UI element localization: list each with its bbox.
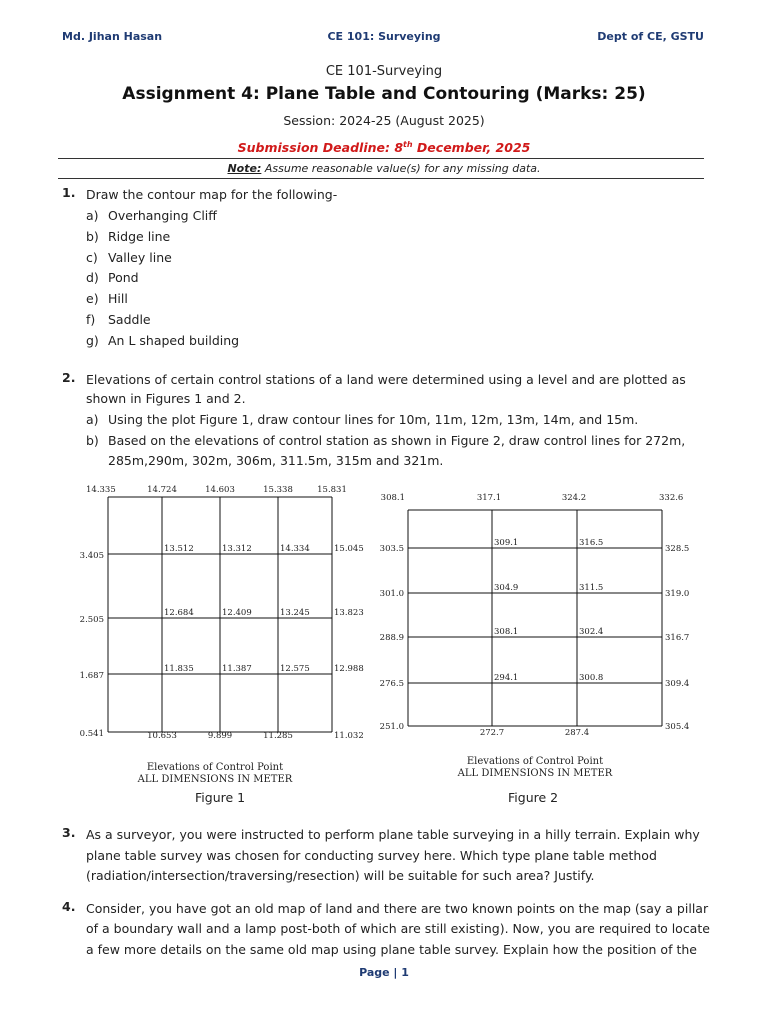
question-1-item-label: d)	[86, 270, 99, 286]
figure-1-elevation-label: 12.409	[222, 608, 252, 618]
question-1-item-text: Valley line	[108, 249, 172, 265]
question-4-line-2: of a boundary wall and a lamp post-both of which are still existing). Now, you are required to locate	[86, 921, 710, 936]
figure-2-elevation-label: 272.7	[479, 728, 505, 738]
figure-1-elevation-label: 10.653	[147, 731, 177, 741]
question-4-number: 4.	[62, 899, 76, 914]
figure-1-elevation-label: 14.724	[147, 485, 177, 495]
figure-2-elevation-label: 319.0	[665, 589, 690, 599]
question-2-number: 2.	[62, 370, 76, 385]
divider-top	[58, 158, 704, 159]
figure-1-elevation-label: 15.831	[317, 485, 347, 495]
figure-1-elevation-label: 0.541	[79, 729, 104, 739]
figure-1-elevation-label: 15.338	[263, 485, 293, 495]
figure-2-elevation-label: 288.9	[379, 633, 404, 643]
question-1-item-text: Pond	[108, 270, 139, 286]
question-1-item-label: c)	[86, 249, 98, 265]
figure-2-elevation-label: 251.0	[379, 722, 404, 732]
figure-1-elevation-label: 14.603	[205, 485, 235, 495]
figure-2-elevation-label: 324.2	[561, 493, 587, 503]
question-1-item-text: Hill	[108, 291, 128, 307]
figure-2-elevation-label: 332.6	[659, 493, 684, 503]
figure-2-elevation-label: 294.1	[494, 673, 519, 683]
figure-2-elevation-label: 287.4	[564, 728, 590, 738]
figure-1-elevation-label: 13.245	[280, 608, 310, 618]
question-1-item-text: Overhanging Cliff	[108, 208, 217, 223]
question-1-number: 1.	[62, 185, 76, 200]
figure-1-elevation-label: 13.312	[222, 544, 252, 554]
question-1-item-text: Saddle	[108, 312, 151, 327]
question-2b-line-2: 285m,290m, 302m, 306m, 311.5m, 315m and 321m.	[108, 453, 444, 468]
figure-1-elevation-label: 11.285	[263, 731, 293, 741]
assignment-title: Assignment 4: Plane Table and Contouring (Marks: 25)	[122, 84, 646, 104]
figure-1-elevation-label: 2.505	[79, 615, 104, 625]
question-2a-label: a)	[86, 412, 99, 427]
question-4-line-3: a few more details on the same old map using plane table survey. Explain how the position of the	[86, 942, 697, 957]
session-line: Session: 2024-25 (August 2025)	[283, 113, 485, 128]
figure-1-label: Figure 1	[195, 790, 246, 805]
question-1-item-label: b)	[86, 228, 99, 244]
figure-1-elevation-label: 13.823	[334, 608, 364, 618]
question-1-text: Draw the contour map for the following-	[86, 187, 338, 202]
question-1-item-label: g)	[86, 332, 99, 348]
question-1-item-text: An L shaped building	[108, 332, 240, 348]
question-2-line-2: shown in Figures 1 and 2.	[86, 391, 246, 406]
figure-1-elevation-label: 11.032	[334, 731, 364, 741]
figure-2-caption-2: ALL DIMENSIONS IN METER	[457, 768, 613, 779]
question-1-item-label: f)	[86, 312, 96, 327]
figure-2-elevation-label: 301.0	[379, 589, 404, 599]
figure-1-elevation-label: 14.334	[280, 544, 310, 554]
figure-2-elevation-label: 328.5	[665, 544, 690, 554]
question-3-line-2: plane table survey was chosen for conducting survey here. Which type plane table method	[86, 848, 657, 863]
figure-1-elevation-label: 1.687	[79, 671, 104, 681]
figure-1-elevation-label: 13.512	[164, 544, 194, 554]
figure-1-elevation-label: 12.684	[164, 608, 194, 618]
figure-1-elevation-label: 9.899	[207, 731, 233, 741]
header-department: Dept of CE, GSTU	[597, 30, 704, 43]
page-number: Page | 1	[359, 966, 409, 979]
figure-1-elevation-label: 14.335	[86, 485, 116, 495]
figure-2-elevation-label: 316.5	[579, 538, 604, 548]
question-2b-label: b)	[86, 433, 99, 448]
note-line: Note: Assume reasonable value(s) for any missing data.	[227, 162, 541, 175]
header-course: CE 101: Surveying	[327, 30, 441, 43]
figure-1-elevation-label: 12.988	[334, 664, 364, 674]
course-title: CE 101-Surveying	[325, 64, 443, 79]
figure-2-elevation-label: 308.1	[494, 627, 519, 637]
header-author: Md. Jihan Hasan	[62, 30, 163, 43]
divider-bottom	[58, 178, 704, 179]
figure-1-elevation-label: 3.405	[79, 551, 104, 561]
figure-2-elevation-label: 309.4	[665, 679, 690, 689]
figure-2-elevation-label: 317.1	[476, 493, 502, 503]
figure-2-elevation-label: 316.7	[665, 633, 690, 643]
figure-1-caption-1: Elevations of Control Point	[146, 762, 284, 773]
question-1-item-label: e)	[86, 291, 99, 307]
question-4-line-1: Consider, you have got an old map of land and there are two known points on the map (say a pillar	[86, 901, 709, 916]
question-3-line-3: (radiation/intersection/traversing/resection) will be suitable for such area? Justify.	[86, 868, 595, 883]
figure-1-elevation-label: 11.387	[222, 664, 252, 674]
figure-2-elevation-label: 305.4	[665, 722, 690, 732]
figure-2-grid	[370, 486, 710, 744]
question-2b-line-1: Based on the elevations of control station as shown in Figure 2, draw control lines for 272m,	[108, 433, 686, 448]
figure-1-grid	[70, 480, 370, 750]
figure-2-elevation-label: 276.5	[379, 679, 404, 689]
figure-1-elevation-label: 12.575	[280, 664, 310, 674]
figure-2-elevation-label: 304.9	[494, 583, 519, 593]
question-2a-text: Using the plot Figure 1, draw contour lines for 10m, 11m, 12m, 13m, 14m, and 15m.	[108, 412, 639, 427]
question-1-item-text: Ridge line	[108, 228, 171, 244]
figure-2-elevation-label: 308.1	[380, 493, 405, 503]
question-3-line-1: As a surveyor, you were instructed to perform plane table surveying in a hilly terrain. Explain why	[86, 827, 700, 842]
figure-2-elevation-label: 309.1	[494, 538, 519, 548]
question-2-line-1: Elevations of certain control stations of a land were determined using a level and are plotted as	[86, 372, 686, 387]
figure-2-elevation-label: 300.8	[579, 673, 604, 683]
figure-2-elevation-label: 303.5	[379, 544, 404, 554]
figure-1-caption-2: ALL DIMENSIONS IN METER	[137, 774, 293, 785]
figure-1-elevation-label: 11.835	[164, 664, 194, 674]
question-1-item-label: a)	[86, 208, 99, 223]
figure-2-elevation-label: 302.4	[579, 627, 604, 637]
question-3-number: 3.	[62, 825, 76, 840]
figure-2-caption-1: Elevations of Control Point	[466, 756, 604, 767]
figure-2-elevation-label: 311.5	[579, 583, 604, 593]
figure-2-label: Figure 2	[508, 790, 559, 805]
submission-deadline: Submission Deadline: 8th December, 2025	[237, 140, 531, 156]
figure-1-elevation-label: 15.045	[334, 544, 364, 554]
